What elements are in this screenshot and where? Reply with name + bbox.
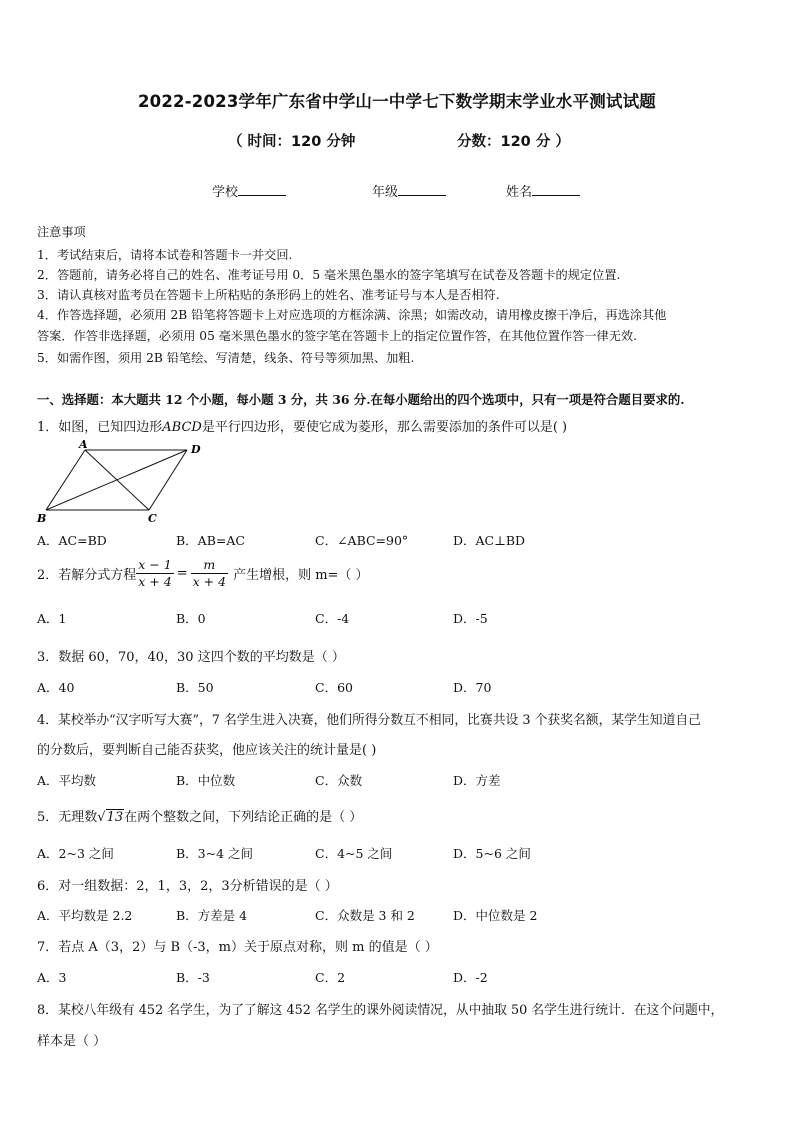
vertex-label-d: D [191,443,201,456]
q1-option-b: B．AB=AC [176,533,245,548]
lhs-fraction [136,557,173,590]
name-blank [532,183,580,196]
note-item: 3．请认真核对监考员在答题卡上所粘贴的条形码上的姓名、准考证号与本人是否相符. [37,288,500,302]
question-4-line-1: 4．某校举办“汉字听写大赛”，7 名学生进入决赛，他们所得分数互不相同，比赛共设 3 个获奖名额，某学生知道自己 [37,713,701,728]
question-3: 3．数据 60，70，40，30 这四个数的平均数是（ ） [37,650,345,665]
diagonal-bd [46,450,187,510]
q5-option-d: D．5~6 之间 [453,846,531,861]
rhs-denominator: x + 4 [192,574,227,589]
q6-option-b: B．方差是 4 [176,908,248,923]
question-6: 6．对一组数据：2，1，3，2，3分析错误的是（ ） [37,879,338,894]
vertex-label-b: B [37,512,47,525]
score-label: 分数：120 分 ） [457,134,570,150]
exam-title: 2022-2023学年广东省中学山一中学七下数学期末学业水平测试试题 [138,92,656,111]
question-5 [37,806,362,825]
side-ab [46,450,85,510]
q7-option-d: D．-2 [453,970,488,985]
q6-option-d: D．中位数是 2 [453,908,538,923]
school-blank [238,183,286,196]
name-field [506,181,580,200]
note-item: 4．作答选择题，必须用 2B 铅笔将答题卡上对应选项的方框涂满、涂黑；如需改动，请用橡皮擦干净后，再选涂其他 [37,308,667,322]
grade-label: 年级 [372,185,399,200]
q4-option-b: B．中位数 [176,773,236,788]
q3-option-a: A．40 [37,680,75,695]
lhs-denominator: x + 4 [138,574,172,589]
q5-text: 5．无理数 [37,810,98,825]
q5-text: 在两个整数之间，下列结论正确的是（ ） [124,810,363,825]
q5-option-b: B．3~4 之间 [176,846,254,861]
q2-option-d: D．-5 [453,611,488,626]
school-field [212,181,286,200]
q4-option-d: D．方差 [453,773,501,788]
q1-option-d: D．AC⊥BD [453,533,526,548]
q1-text: 1．如图，已知四边形 [37,420,163,435]
q1-text: 是平行四边形，要使它成为菱形，那么需要添加的条件可以是( ) [201,420,568,435]
q2-option-a: A．1 [37,611,67,626]
name-label: 姓名 [506,185,533,200]
question-7: 7．若点 A（3，2）与 B（-3，m）关于原点对称，则 m 的值是（ ） [37,940,438,955]
note-item: 1．考试结束后，请将本试卷和答题卡一并交回. [37,248,293,262]
grade-field [372,181,446,200]
radicand: 13 [106,810,124,825]
question-8-line-1: 8．某校八年级有 452 名学生，为了了解这 452 名学生的课外阅读情况，从中抽取 50 名学生进行统计．在这个问题中， [37,1003,724,1018]
note-item: 5．如需作图，须用 2B 铅笔绘、写清楚，线条、符号等须加黑、加粗. [37,351,415,365]
q1-shape-name: ABCD [162,420,202,435]
q3-option-b: B．50 [176,680,214,695]
q5-option-a: A．2~3 之间 [37,846,114,861]
side-cd [149,450,187,510]
q7-option-a: A．3 [37,970,67,985]
q7-option-c: C．2 [315,970,346,985]
equals-sign: = [176,566,188,581]
q3-option-c: C．60 [315,680,353,695]
q4-option-c: C．众数 [315,773,363,788]
q7-option-b: B．-3 [176,970,210,985]
q2-option-b: B．0 [176,611,206,626]
school-label: 学校 [212,185,239,200]
grade-blank [398,183,446,196]
q6-option-a: A．平均数是 2.2 [37,908,133,923]
question-8-line-2: 样本是（ ） [37,1034,107,1049]
note-item: 2．答题前，请务必将自己的姓名、准考证号用 0．5 毫米黑色墨水的签字笔填写在试卷及答题卡的规定位置. [37,268,621,282]
section-heading: 一、选择题：本大题共 12 个小题，每小题 3 分，共 36 分.在每小题给出的四个选项中，只有一项是符合题目要求的. [37,392,685,407]
notes-heading: 注意事项 [37,225,86,239]
q2-text: 2．若解分式方程 [37,568,137,583]
vertex-label-a: A [79,438,88,451]
q2-text: 产生增根，则 m=（ ） [233,568,369,583]
vertex-label-c: C [148,512,157,525]
q1-option-c: C．∠ABC=90° [315,533,409,548]
square-root: √13 [97,810,124,825]
note-item: 答案．作答非选择题，必须用 05 毫米黑色墨水的签字笔在答题卡上的指定位置作答，在其他位置作答一律无效. [37,329,637,343]
q1-option-a: A．AC=BD [37,533,107,548]
time-label: （ 时间：120 分钟 [228,134,356,150]
q3-option-d: D．70 [453,680,492,695]
rhs-fraction [191,557,228,590]
question-1 [37,416,567,435]
q6-option-c: C．众数是 3 和 2 [315,908,415,923]
parallelogram-figure [34,438,209,526]
lhs-numerator: x − 1 [138,557,172,572]
question-2 [37,557,369,590]
q4-option-a: A．平均数 [37,773,97,788]
question-4-line-2: 的分数后，要判断自己能否获奖，他应该关注的统计量是( ) [37,743,377,758]
q5-option-c: C．4~5 之间 [315,846,393,861]
rhs-numerator: m [191,557,228,574]
q2-option-c: C．-4 [315,611,350,626]
